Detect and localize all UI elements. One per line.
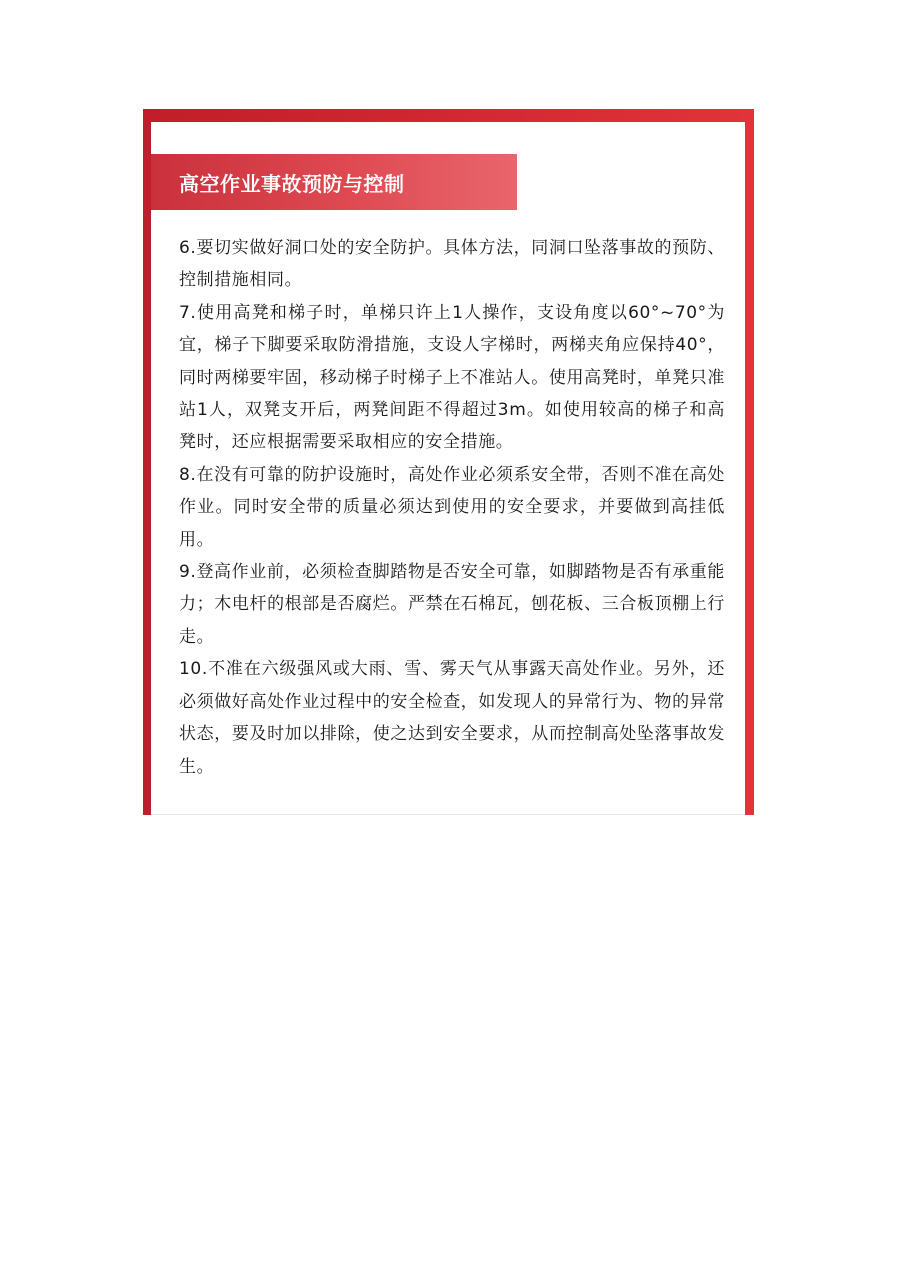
paragraph-6: 6.要切实做好洞口处的安全防护。具体方法，同洞口坠落事故的预防、控制措施相同。 [179, 238, 725, 291]
card-content-area [151, 122, 745, 815]
red-frame-card [143, 109, 754, 815]
section-title: 高空作业事故预防与控制 [179, 171, 405, 196]
paragraph-9: 9.登高作业前，必须检查脚踏物是否安全可靠，如脚踏物是否有承重能力；木电杆的根部是否腐烂。严禁在石棉瓦，刨花板、三合板顶棚上行走。 [179, 562, 725, 647]
paragraph-8: 8.在没有可靠的防护设施时，高处作业必须系安全带，否则不准在高处作业。同时安全带的质量必须达到使用的安全要求，并要做到高挂低用。 [179, 464, 725, 550]
paragraph-7: 7.使用高凳和梯子时，单梯只许上1人操作，支设角度以60°~70°为宜，梯子下脚要采取防滑措施，支设人字梯时，两梯夹角应保持40°，同时两梯要牢固，移动梯子时梯子上不准站人。使用高凳时，单凳只准站1人，双凳支开后，两凳间距不得超过3m。如使用较高的梯子和高凳时，还应根据需要采取相应的安全措施。 [179, 302, 725, 453]
section-body [179, 232, 725, 783]
section-title-bar [151, 154, 517, 210]
paragraph-10: 10.不准在六级强风或大雨、雪、雾天气从事露天高处作业。另外，还必须做好高处作业过程中的安全检查，如发现人的异常行为、物的异常状态，要及时加以排除，使之达到安全要求，从而控制高处坠落事故发生。 [179, 659, 725, 777]
